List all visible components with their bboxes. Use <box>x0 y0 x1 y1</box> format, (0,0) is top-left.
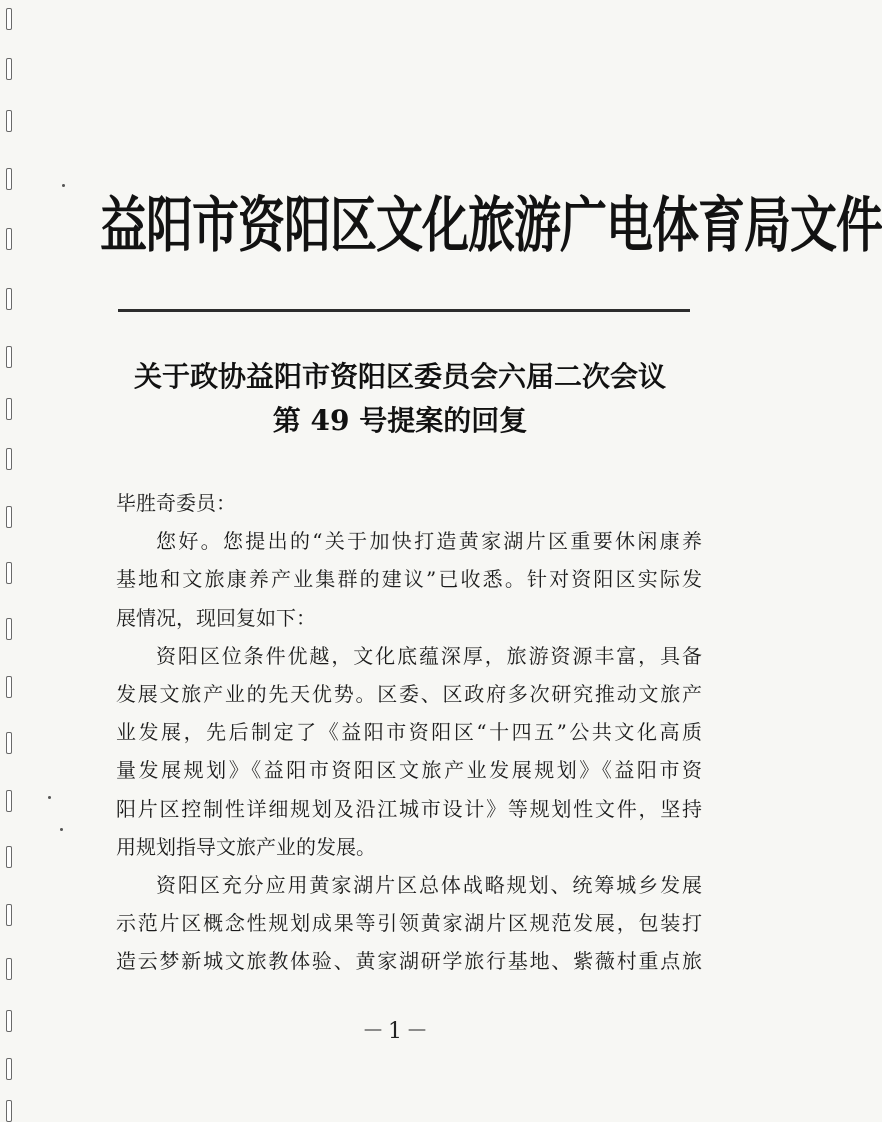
binding-hole <box>6 846 12 868</box>
scan-speck <box>60 828 63 831</box>
binding-hole <box>6 228 12 250</box>
page-number: －1－ <box>362 1019 432 1044</box>
body-line: 资阳区位条件优越，文化底蕴深厚，旅游资源丰富，具备 <box>156 643 702 668</box>
document-title-line: 第 49 号提案的回复 <box>272 404 528 437</box>
binding-hole <box>6 506 12 528</box>
binding-hole <box>6 958 12 980</box>
body-line: 量发展规划》《益阳市资阳区文旅产业发展规划》《益阳市资 <box>116 758 702 783</box>
salutation: 毕胜奇委员： <box>116 491 236 515</box>
agency-title: 益阳市资阳区文化旅游广电体育局文件 <box>100 190 882 262</box>
document-title <box>100 355 700 443</box>
body-line: 资阳区充分应用黄家湖片区总体战略规划、统筹城乡发展 <box>156 872 702 897</box>
body-line: 基地和文旅康养产业集群的建议”已收悉。针对资阳区实际发 <box>116 567 702 592</box>
binding-hole <box>6 58 12 80</box>
binding-hole <box>6 110 12 132</box>
binding-hole <box>6 288 12 310</box>
binding-hole <box>6 346 12 368</box>
binding-hole <box>6 8 12 30</box>
body-line: 造云梦新城文旅教体验、黄家湖研学旅行基地、紫薇村重点旅 <box>116 949 702 974</box>
binding-hole <box>6 448 12 470</box>
binding-hole <box>6 676 12 698</box>
document-title-line: 关于政协益阳市资阳区委员会六届二次会议 <box>133 360 666 393</box>
binding-hole <box>6 1058 12 1080</box>
body-line: 阳片区控制性详细规划及沿江城市设计》等规划性文件，坚持 <box>116 796 702 821</box>
binding-holes <box>0 0 16 1122</box>
body-line: 您好。您提出的“关于加快打造黄家湖片区重要休闲康养 <box>156 529 702 554</box>
body-line: 展情况，现回复如下： <box>116 605 316 630</box>
scan-speck <box>62 184 65 187</box>
binding-hole <box>6 790 12 812</box>
body-line: 示范片区概念性规划成果等引领黄家湖片区规范发展，包装打 <box>116 911 702 936</box>
document-body <box>116 484 702 980</box>
body-line: 发展文旅产业的先天优势。区委、区政府多次研究推动文旅产 <box>116 681 702 706</box>
binding-hole <box>6 398 12 420</box>
body-line: 业发展，先后制定了《益阳市资阳区“十四五”公共文化高质 <box>116 720 702 745</box>
binding-hole <box>6 168 12 190</box>
binding-hole <box>6 904 12 926</box>
scan-speck <box>48 796 51 799</box>
binding-hole <box>6 732 12 754</box>
binding-hole <box>6 618 12 640</box>
header-rule <box>118 309 690 312</box>
body-line: 用规划指导文旅产业的发展。 <box>116 834 376 859</box>
binding-hole <box>6 1100 12 1122</box>
binding-hole <box>6 562 12 584</box>
